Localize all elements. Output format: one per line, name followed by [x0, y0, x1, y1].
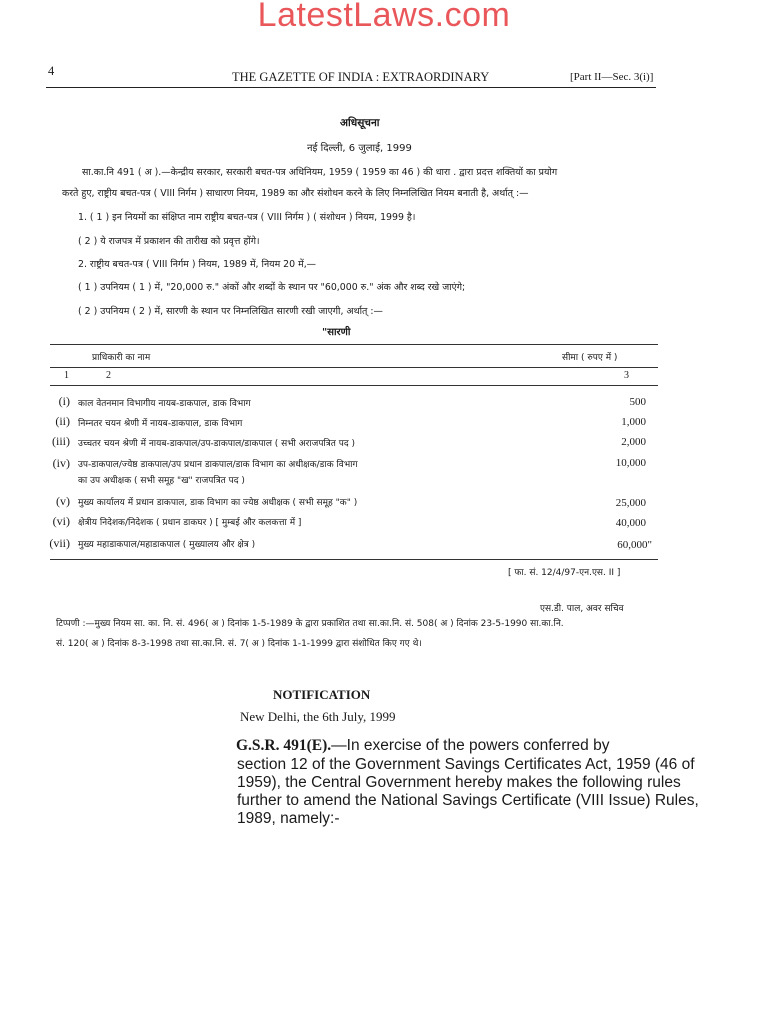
watermark-logo[interactable]: LatestLaws.com	[257, 0, 511, 34]
table-row-num: (ii)	[55, 414, 70, 428]
hindi-rule-1-2: ( 2 ) ये राजपत्र में प्रकाशन की तारीख को प्रवृत्त होंगे।	[78, 236, 260, 247]
table-row-authority-cont: का उप अधीक्षक ( सभी समूह "ख" राजपत्रित पद )	[78, 476, 245, 486]
hindi-note-line2: सं. 120( अ ) दिनांक 8-3-1998 तथा सा.का.नि. सं. 7( अ ) दिनांक 1-1-1999 द्वारा संशोधित किए गए थे।	[56, 639, 422, 649]
gazette-title: THE GAZETTE OF INDIA : EXTRAORDINARY	[232, 70, 490, 84]
table-row-authority: काल वेतनमान विभागीय नायब-डाकपाल, डाक विभाग	[78, 399, 251, 409]
hindi-rule-1-1: 1. ( 1 ) इन नियमों का संक्षिप्त नाम राष्ट्रीय बचत-पत्र ( VIII निर्गम ) ( संशोधन ) नियम, 1999 है।	[78, 212, 416, 223]
hindi-note-line1: टिप्पणी :—मुख्य नियम सा. का. नि. सं. 496( अ ) दिनांक 1-5-1989 के द्वारा प्रकाशित तथा सा.का.नि. सं. 508( अ ) दिनांक 23-5-1990 सा.का.नि.	[56, 619, 564, 629]
table-row-num: (iv)	[52, 456, 70, 470]
table-row-limit: 40,000	[615, 517, 646, 529]
english-para-line1	[236, 737, 631, 755]
col-num-3: 3	[624, 370, 629, 381]
table-bottom-rule	[50, 559, 658, 560]
hindi-place-date: नई दिल्ली, 6 जुलाई, 1999	[307, 143, 412, 154]
col-head-limit: सीमा ( रुपए में )	[562, 353, 618, 363]
table-row-authority: क्षेत्रीय निदेशक/निदेशक ( प्रधान डाकघर ) [ मुम्बई और कलकत्ता में ]	[78, 518, 302, 528]
table-row-authority: मुख्य महाडाकपाल/महाडाकपाल ( मुख्यालय और क्षेत्र )	[78, 540, 256, 550]
english-para-line3: 1959), the Central Government hereby makes the following rules	[237, 774, 681, 791]
table-row-authority: निम्नतर चयन श्रेणी में नायब-डाकपाल, डाक विभाग	[78, 419, 243, 429]
table-title: "सारणी	[322, 327, 351, 338]
hindi-para1-line1: सा.का.नि 491 ( अ ).—केन्द्रीय सरकार, सरकारी बचत-पत्र अधिनियम, 1959 ( 1959 का 46 ) की धारा . द्वारा प्रदत्त शक्तियों का प्रयोग	[82, 167, 558, 178]
part-section: [Part II—Sec. 3(i)]	[570, 71, 654, 83]
table-row-authority: उच्चतर चयन श्रेणी में नायब-डाकपाल/उप-डाकपाल/डाकपाल ( सभी अराजपत्रित पद )	[78, 439, 355, 449]
col-head-authority: प्राधिकारी का नाम	[92, 353, 151, 363]
table-row-num: (v)	[56, 494, 70, 508]
signatory: एस.डी. पाल, अवर सचिव	[540, 604, 624, 614]
hindi-para1-line2: करते हुए, राष्ट्रीय बचत-पत्र ( VIII निर्गम ) साधारण नियम, 1989 का और संशोधन करने के लिए निम्नलिखित नियम बनाती है, अर्थात् :—	[62, 188, 529, 199]
table-num-rule	[50, 385, 658, 386]
english-para-line5: 1989, namely:-	[237, 810, 340, 827]
table-row-limit: 10,000	[615, 457, 646, 469]
table-row-authority: उप-डाकपाल/ज्येष्ठ डाकपाल/उप प्रधान डाकपाल/डाक विभाग का अधीक्षक/डाक विभाग	[78, 460, 358, 470]
col-num-2: 2	[106, 370, 111, 381]
table-row-limit: 1,000	[621, 416, 646, 428]
table-row-num: (vii)	[49, 536, 70, 550]
gsr-number: G.S.R. 491(E).	[236, 737, 332, 754]
table-row-limit: 25,000	[615, 497, 646, 509]
header-rule	[46, 87, 656, 88]
table-row-num: (i)	[58, 394, 70, 408]
english-para-text: —In exercise of the powers conferred by	[331, 737, 610, 754]
table-row-num: (vi)	[52, 514, 70, 528]
table-row-num: (iii)	[52, 434, 70, 448]
english-heading: NOTIFICATION	[273, 687, 371, 702]
table-row-limit: 2,000	[621, 436, 646, 448]
hindi-heading: अधिसूचना	[340, 117, 380, 129]
table-row-limit: 60,000"	[617, 539, 652, 551]
table-row-limit: 500	[629, 396, 646, 408]
hindi-rule-2-2: ( 2 ) उपनियम ( 2 ) में, सारणी के स्थान पर निम्नलिखित सारणी रखी जाएगी, अर्थात् :—	[78, 306, 383, 317]
file-number: [ फा. सं. 12/4/97-एन.एस. II ]	[508, 568, 621, 578]
table-top-rule	[50, 344, 658, 345]
hindi-rule-2: 2. राष्ट्रीय बचत-पत्र ( VIII निर्गम ) नियम, 1989 में, नियम 20 में,—	[78, 259, 317, 270]
col-num-1: 1	[64, 370, 69, 381]
english-para-line2: section 12 of the Government Savings Certificates Act, 1959 (46 of	[237, 756, 695, 773]
table-row-authority: मुख्य कार्यालय में प्रधान डाकपाल, डाक विभाग का ज्येष्ठ अधीक्षक ( सभी समूह "क" )	[78, 498, 358, 508]
page-number: 4	[48, 64, 55, 78]
hindi-rule-2-1: ( 1 ) उपनियम ( 1 ) में, "20,000 रु." अंकों और शब्दों के स्थान पर "60,000 रु." अंक और शब्द रखे जाएंगे;	[78, 282, 466, 293]
table-head-rule	[50, 367, 658, 368]
english-place-date: New Delhi, the 6th July, 1999	[240, 709, 396, 724]
english-para-line4: further to amend the National Savings Certificate (VIII Issue) Rules,	[237, 792, 699, 809]
